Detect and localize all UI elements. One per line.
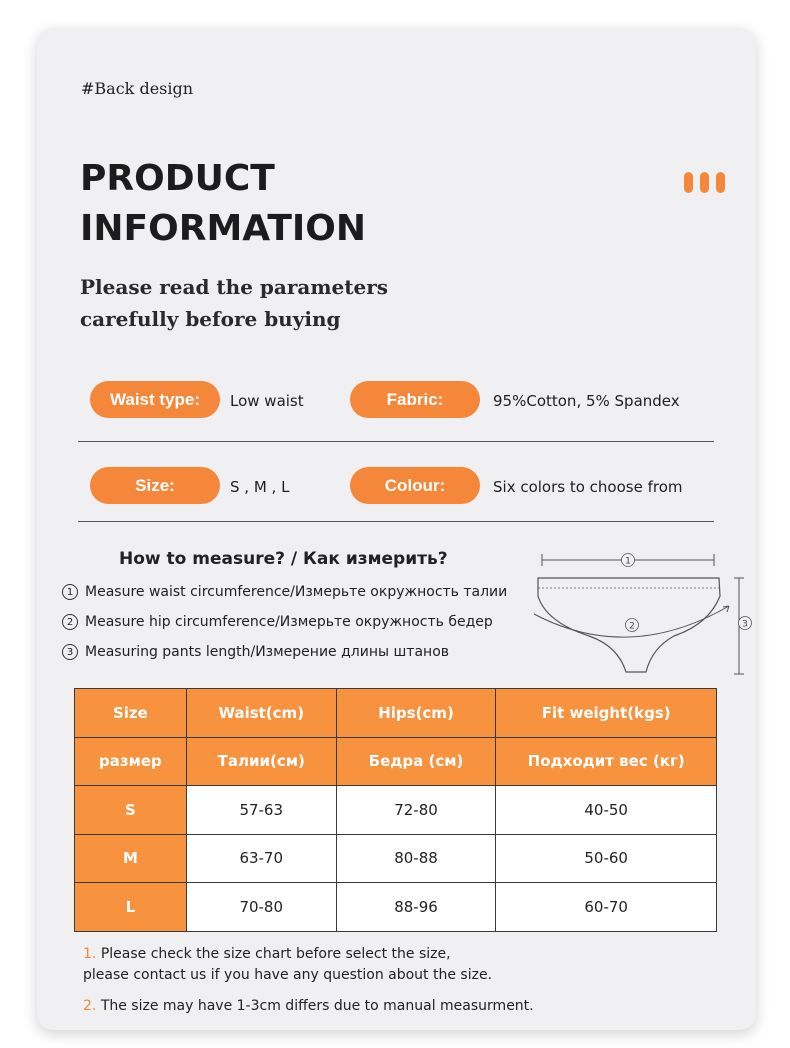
header-cell: Подходит вес (кг): [496, 737, 717, 786]
title-line-1: PRODUCT: [80, 158, 275, 199]
note-1-line-2: please contact us if you have any question about the size.: [83, 967, 493, 983]
size-cell: M: [75, 834, 187, 883]
diagram-label-2: 2: [629, 621, 635, 632]
measure-step-2: [62, 614, 493, 630]
diagram-label-1: 1: [625, 556, 631, 567]
how-to-measure-title: How to measure? / Как измерить?: [119, 549, 448, 569]
notes: [83, 944, 534, 1017]
product-info-card: [37, 28, 756, 1030]
step-text: Measuring pants length/Измерение длины штанов: [85, 644, 450, 660]
fabric-value: 95%Cotton, 5% Spandex: [493, 392, 680, 410]
page-title: [80, 154, 366, 254]
measure-step-1: [62, 584, 507, 600]
table-cell: 70-80: [186, 883, 336, 932]
waist-type-pill: Waist type:: [90, 381, 220, 418]
title-line-2: INFORMATION: [80, 208, 367, 249]
table-row: [75, 786, 717, 835]
size-pill: Size:: [90, 467, 220, 504]
table-cell: 72-80: [336, 786, 496, 835]
table-row: [75, 834, 717, 883]
measurement-diagram-icon: [534, 544, 754, 690]
table-cell: 40-50: [496, 786, 717, 835]
table-header-row-en: [75, 689, 717, 738]
measure-step-3: [62, 644, 449, 660]
table-header-row-ru: [75, 737, 717, 786]
header-cell: Талии(см): [186, 737, 336, 786]
size-value: S , M , L: [230, 478, 290, 496]
table-cell: 88-96: [336, 883, 496, 932]
step-text: Measure waist circumference/Измерьте окружность талии: [85, 584, 508, 600]
header-cell: Fit weight(kgs): [496, 689, 717, 738]
header-cell: Size: [75, 689, 187, 738]
divider: [78, 521, 714, 522]
table-row: [75, 883, 717, 932]
fabric-pill: Fabric:: [350, 381, 480, 418]
size-cell: L: [75, 883, 187, 932]
back-design-tag: #Back design: [81, 79, 194, 98]
note-2: [83, 996, 534, 1017]
header-cell: размер: [75, 737, 187, 786]
table-cell: 63-70: [186, 834, 336, 883]
header-cell: Hips(cm): [336, 689, 496, 738]
subtitle-line-1: Please read the parameters: [80, 275, 388, 299]
note-1-line-1: [83, 944, 534, 965]
note-text: The size may have 1-3cm differs due to manual measurment.: [100, 998, 534, 1014]
subtitle: [80, 271, 388, 335]
subtitle-line-2: carefully before buying: [80, 307, 341, 331]
step-number-icon: 3: [62, 644, 78, 660]
size-chart-table: [74, 688, 717, 932]
colour-pill: Colour:: [350, 467, 480, 504]
size-cell: S: [75, 786, 187, 835]
note-number: 1.: [83, 946, 97, 962]
note-text: Please check the size chart before select the size,: [100, 946, 451, 962]
table-cell: 60-70: [496, 883, 717, 932]
step-number-icon: 1: [62, 584, 78, 600]
table-cell: 50-60: [496, 834, 717, 883]
divider: [78, 441, 714, 442]
header-cell: Waist(cm): [186, 689, 336, 738]
table-cell: 57-63: [186, 786, 336, 835]
note-number: 2.: [83, 998, 97, 1014]
table-cell: 80-88: [336, 834, 496, 883]
step-text: Measure hip circumference/Измерьте окружность бедер: [85, 614, 493, 630]
diagram-label-3: 3: [742, 619, 748, 630]
step-number-icon: 2: [62, 614, 78, 630]
accent-dots-icon: [684, 172, 725, 193]
waist-type-value: Low waist: [230, 392, 304, 410]
colour-value: Six colors to choose from: [493, 478, 683, 496]
header-cell: Бедра (см): [336, 737, 496, 786]
